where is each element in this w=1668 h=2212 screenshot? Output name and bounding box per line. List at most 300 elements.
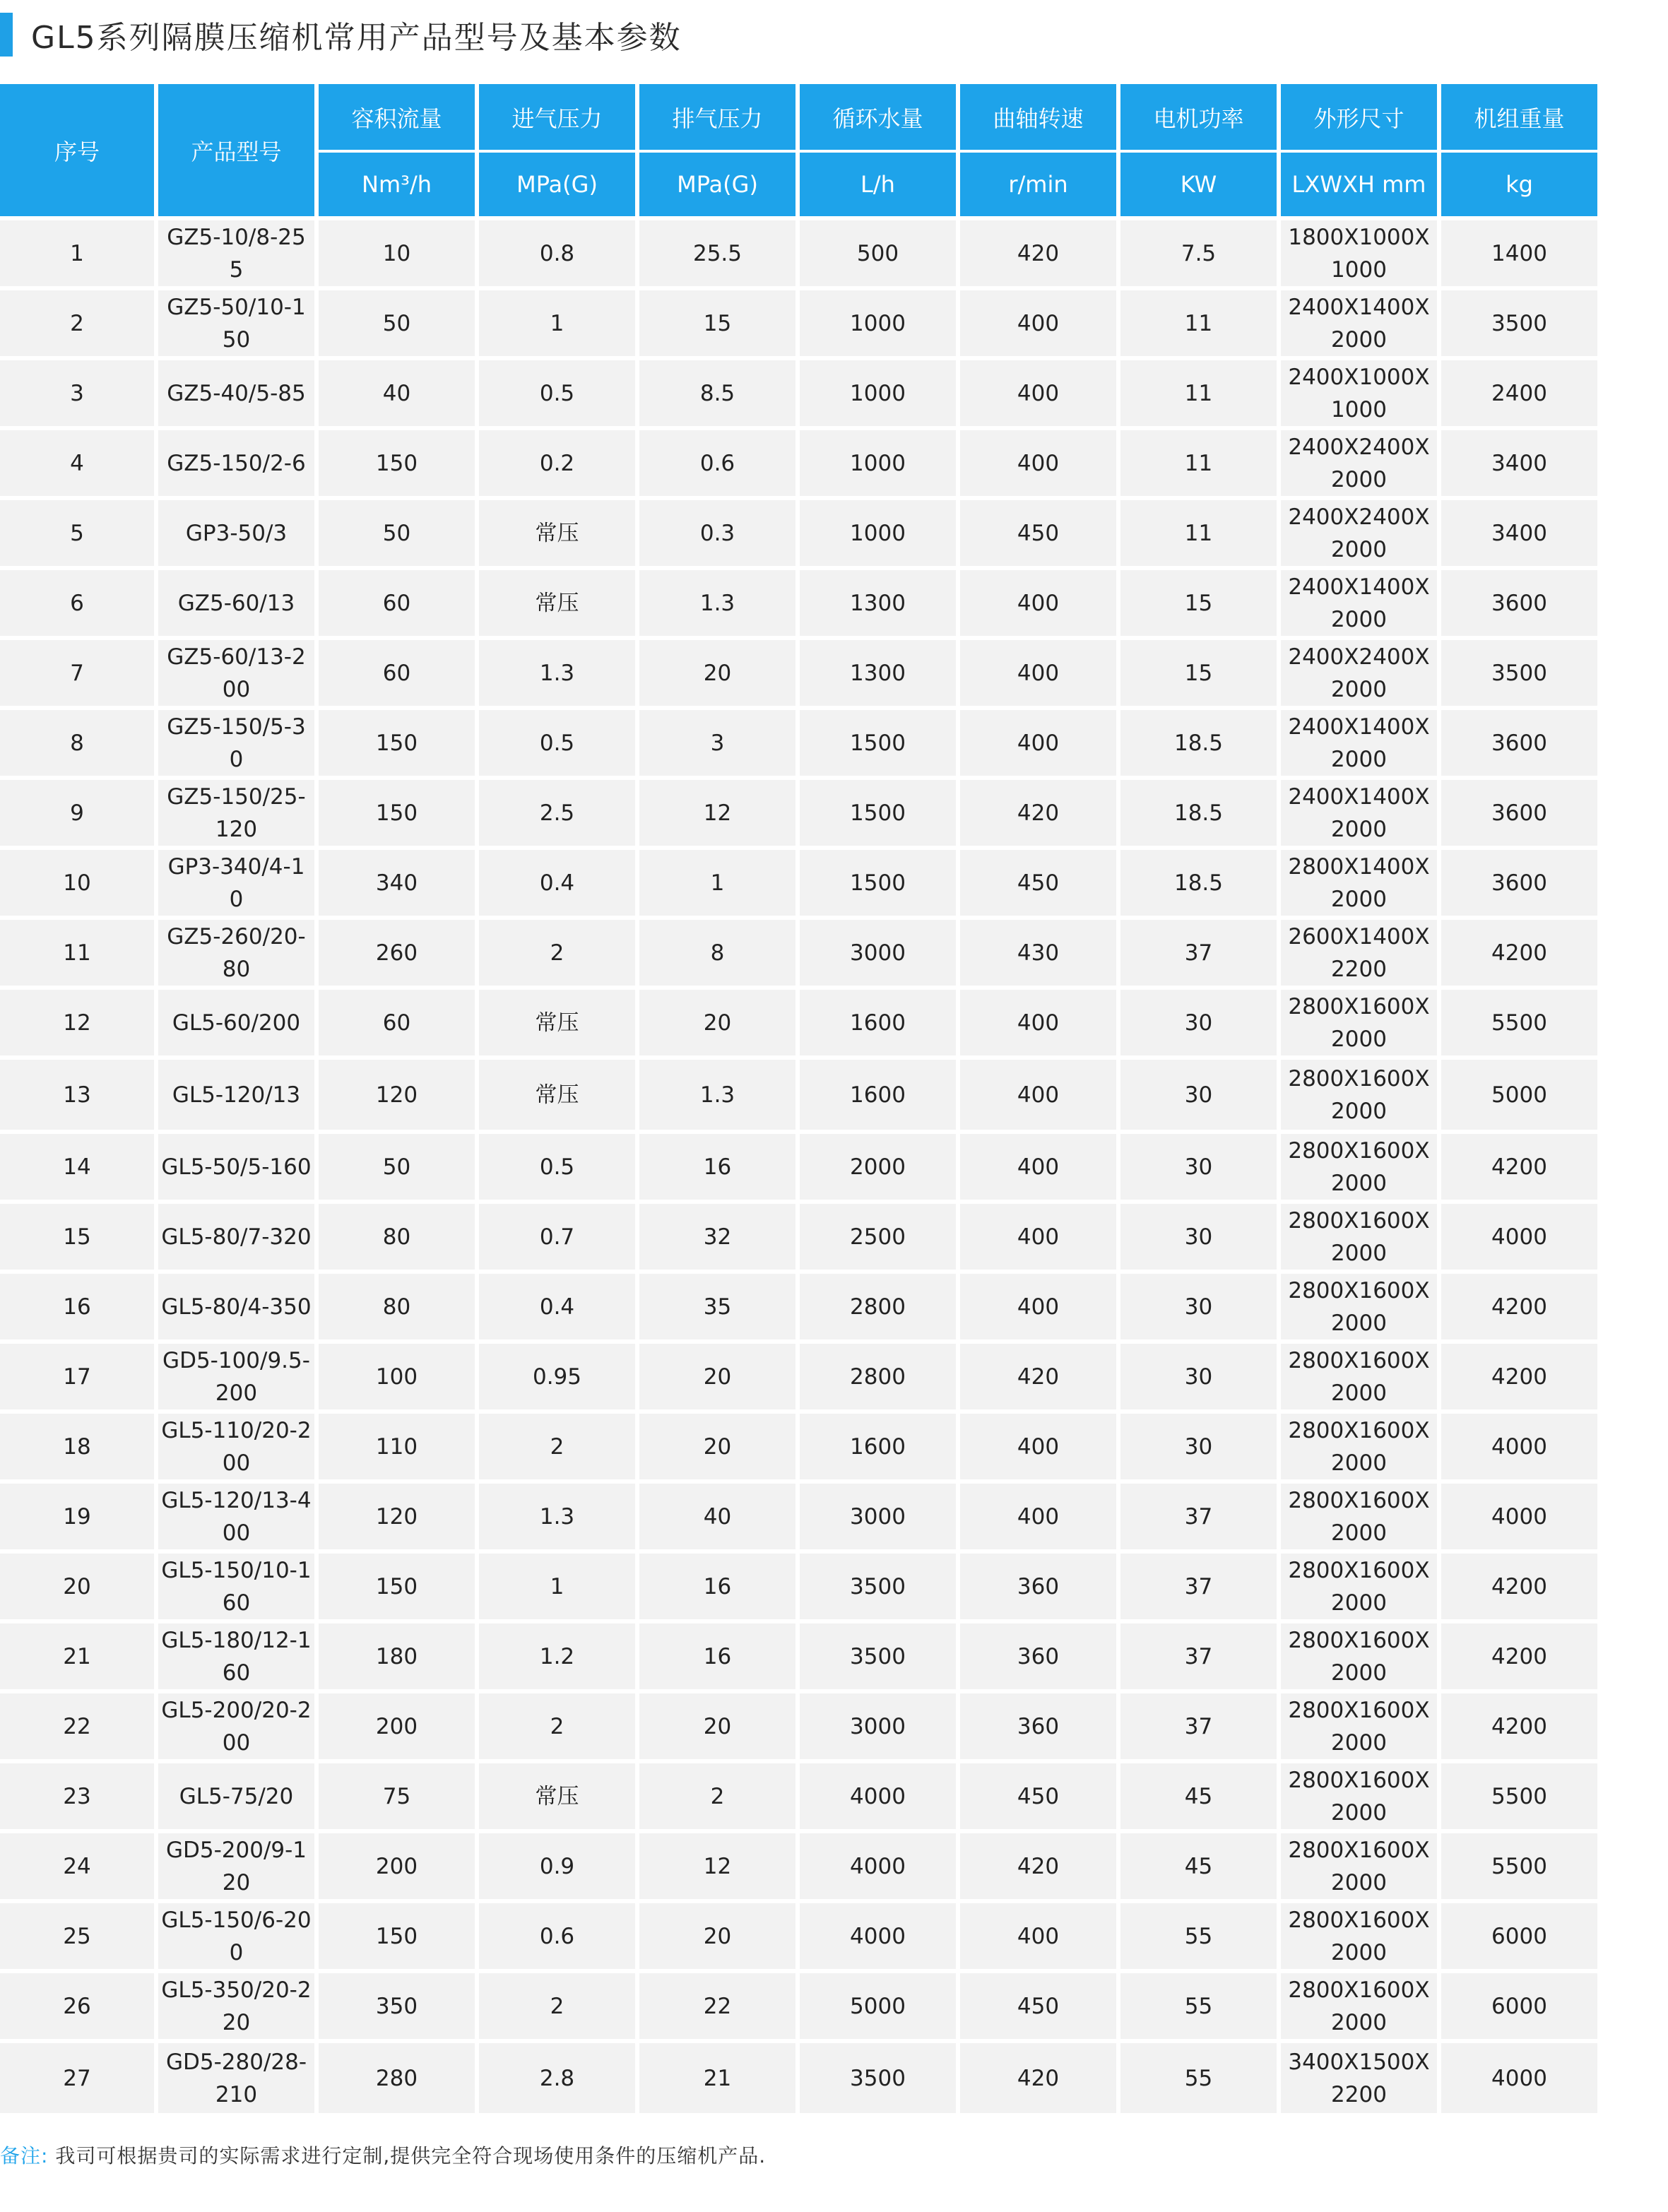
table-row <box>0 1693 1599 1759</box>
cell-water: 1000 <box>800 290 956 356</box>
cell-outlet-pressure: 15 <box>639 290 795 356</box>
cell-outlet-pressure: 20 <box>639 990 795 1055</box>
cell-dimensions: 2400X2400X2000 <box>1281 640 1437 706</box>
table-row <box>0 990 1599 1055</box>
table-row <box>0 850 1599 916</box>
cell-water: 3000 <box>800 1693 956 1759</box>
table-row <box>0 1554 1599 1619</box>
cell-flow: 260 <box>319 920 475 986</box>
cell-model: GL5-80/4-350 <box>158 1274 314 1339</box>
cell-power: 11 <box>1120 290 1277 356</box>
cell-speed: 400 <box>960 1484 1116 1549</box>
cell-water: 2000 <box>800 1134 956 1200</box>
cell-weight: 3600 <box>1441 780 1597 846</box>
cell-speed: 400 <box>960 290 1116 356</box>
header-flow: 容积流量 <box>319 84 475 150</box>
cell-water: 4000 <box>800 1763 956 1829</box>
header-power: 电机功率 <box>1120 84 1277 150</box>
table-row <box>0 1973 1599 2039</box>
cell-seq: 17 <box>0 1344 154 1409</box>
cell-weight: 1400 <box>1441 220 1597 286</box>
cell-dimensions: 2400X1400X2000 <box>1281 710 1437 776</box>
cell-flow: 110 <box>319 1414 475 1479</box>
cell-outlet-pressure: 0.6 <box>639 430 795 496</box>
cell-weight: 4200 <box>1441 1274 1597 1339</box>
cell-power: 18.5 <box>1120 850 1277 916</box>
table-row <box>0 1903 1599 1969</box>
cell-inlet-pressure: 2 <box>479 1973 635 2039</box>
cell-flow: 60 <box>319 640 475 706</box>
cell-seq: 11 <box>0 920 154 986</box>
cell-seq: 23 <box>0 1763 154 1829</box>
cell-flow: 150 <box>319 1554 475 1619</box>
cell-seq: 4 <box>0 430 154 496</box>
cell-model: GL5-50/5-160 <box>158 1134 314 1200</box>
header-water: 循环水量 <box>800 84 956 150</box>
cell-outlet-pressure: 1.3 <box>639 570 795 636</box>
cell-water: 2800 <box>800 1274 956 1339</box>
cell-dimensions: 2800X1600X2000 <box>1281 1274 1437 1339</box>
cell-power: 37 <box>1120 920 1277 986</box>
cell-outlet-pressure: 2 <box>639 1763 795 1829</box>
cell-seq: 27 <box>0 2043 154 2113</box>
table-row <box>0 1623 1599 1689</box>
unit-flow: Nm³/h <box>319 153 475 216</box>
cell-seq: 8 <box>0 710 154 776</box>
cell-dimensions: 2600X1400X2200 <box>1281 920 1437 986</box>
cell-dimensions: 2800X1600X2000 <box>1281 1833 1437 1899</box>
header-weight: 机组重量 <box>1441 84 1597 150</box>
table-body <box>0 220 1599 2117</box>
cell-inlet-pressure: 1 <box>479 290 635 356</box>
cell-outlet-pressure: 22 <box>639 1973 795 2039</box>
cell-speed: 430 <box>960 920 1116 986</box>
cell-flow: 75 <box>319 1763 475 1829</box>
cell-seq: 14 <box>0 1134 154 1200</box>
cell-outlet-pressure: 1.3 <box>639 1060 795 1130</box>
cell-weight: 3600 <box>1441 850 1597 916</box>
unit-inlet-pressure: MPa(G) <box>479 153 635 216</box>
cell-dimensions: 2800X1600X2000 <box>1281 1763 1437 1829</box>
cell-speed: 450 <box>960 1763 1116 1829</box>
cell-weight: 2400 <box>1441 360 1597 426</box>
cell-power: 30 <box>1120 1414 1277 1479</box>
cell-outlet-pressure: 16 <box>639 1134 795 1200</box>
cell-flow: 40 <box>319 360 475 426</box>
cell-flow: 150 <box>319 780 475 846</box>
cell-outlet-pressure: 8 <box>639 920 795 986</box>
table-row <box>0 920 1599 986</box>
table-row <box>0 220 1599 286</box>
cell-inlet-pressure: 0.5 <box>479 710 635 776</box>
cell-model: GL5-150/10-160 <box>158 1554 314 1619</box>
cell-inlet-pressure: 2 <box>479 1693 635 1759</box>
title-block <box>0 13 682 57</box>
cell-water: 3500 <box>800 1623 956 1689</box>
cell-seq: 18 <box>0 1414 154 1479</box>
cell-model: GZ5-150/5-30 <box>158 710 314 776</box>
cell-model: GZ5-150/25-120 <box>158 780 314 846</box>
cell-water: 1600 <box>800 990 956 1055</box>
cell-weight: 6000 <box>1441 1973 1597 2039</box>
cell-inlet-pressure: 0.2 <box>479 430 635 496</box>
cell-flow: 280 <box>319 2043 475 2113</box>
table-header <box>0 84 1599 216</box>
page-title: GL5系列隔膜压缩机常用产品型号及基本参数 <box>31 20 682 56</box>
cell-inlet-pressure: 常压 <box>479 990 635 1055</box>
cell-speed: 400 <box>960 990 1116 1055</box>
table-row <box>0 780 1599 846</box>
cell-flow: 50 <box>319 1134 475 1200</box>
cell-speed: 400 <box>960 360 1116 426</box>
cell-flow: 120 <box>319 1060 475 1130</box>
cell-dimensions: 2800X1600X2000 <box>1281 1134 1437 1200</box>
cell-model: GL5-60/200 <box>158 990 314 1055</box>
table-row <box>0 1484 1599 1549</box>
cell-speed: 400 <box>960 1414 1116 1479</box>
cell-inlet-pressure: 0.5 <box>479 1134 635 1200</box>
cell-model: GL5-200/20-200 <box>158 1693 314 1759</box>
cell-power: 15 <box>1120 640 1277 706</box>
cell-water: 2800 <box>800 1344 956 1409</box>
cell-speed: 420 <box>960 2043 1116 2113</box>
cell-power: 55 <box>1120 2043 1277 2113</box>
cell-power: 30 <box>1120 1274 1277 1339</box>
cell-outlet-pressure: 16 <box>639 1623 795 1689</box>
cell-power: 11 <box>1120 430 1277 496</box>
cell-inlet-pressure: 常压 <box>479 1763 635 1829</box>
unit-water: L/h <box>800 153 956 216</box>
cell-inlet-pressure: 0.5 <box>479 360 635 426</box>
cell-water: 500 <box>800 220 956 286</box>
cell-power: 55 <box>1120 1973 1277 2039</box>
cell-power: 55 <box>1120 1903 1277 1969</box>
cell-dimensions: 2800X1600X2000 <box>1281 1623 1437 1689</box>
cell-model: GZ5-40/5-85 <box>158 360 314 426</box>
cell-weight: 4000 <box>1441 1414 1597 1479</box>
cell-inlet-pressure: 0.4 <box>479 1274 635 1339</box>
cell-water: 4000 <box>800 1833 956 1899</box>
cell-water: 2500 <box>800 1204 956 1270</box>
cell-weight: 4200 <box>1441 1693 1597 1759</box>
cell-speed: 400 <box>960 1274 1116 1339</box>
table-row <box>0 1060 1599 1130</box>
cell-model: GD5-200/9-120 <box>158 1833 314 1899</box>
cell-dimensions: 2400X1000X1000 <box>1281 360 1437 426</box>
cell-flow: 350 <box>319 1973 475 2039</box>
header-inlet-pressure: 进气压力 <box>479 84 635 150</box>
cell-flow: 200 <box>319 1833 475 1899</box>
cell-power: 30 <box>1120 1204 1277 1270</box>
cell-flow: 200 <box>319 1693 475 1759</box>
cell-weight: 5500 <box>1441 1763 1597 1829</box>
cell-dimensions: 1800X1000X1000 <box>1281 220 1437 286</box>
cell-seq: 24 <box>0 1833 154 1899</box>
cell-weight: 5500 <box>1441 1833 1597 1899</box>
unit-dimensions: LXWXH mm <box>1281 153 1437 216</box>
cell-weight: 4200 <box>1441 1623 1597 1689</box>
cell-outlet-pressure: 21 <box>639 2043 795 2113</box>
cell-speed: 450 <box>960 850 1116 916</box>
cell-inlet-pressure: 0.95 <box>479 1344 635 1409</box>
cell-water: 3000 <box>800 1484 956 1549</box>
cell-model: GL5-75/20 <box>158 1763 314 1829</box>
cell-flow: 80 <box>319 1274 475 1339</box>
cell-weight: 3400 <box>1441 500 1597 566</box>
cell-dimensions: 2800X1600X2000 <box>1281 1973 1437 2039</box>
cell-speed: 400 <box>960 1204 1116 1270</box>
cell-seq: 25 <box>0 1903 154 1969</box>
cell-dimensions: 2800X1600X2000 <box>1281 1060 1437 1130</box>
cell-seq: 9 <box>0 780 154 846</box>
cell-weight: 4000 <box>1441 2043 1597 2113</box>
cell-dimensions: 2400X2400X2000 <box>1281 500 1437 566</box>
cell-speed: 400 <box>960 430 1116 496</box>
cell-model: GL5-350/20-220 <box>158 1973 314 2039</box>
cell-water: 1000 <box>800 500 956 566</box>
cell-outlet-pressure: 1 <box>639 850 795 916</box>
cell-power: 37 <box>1120 1554 1277 1619</box>
cell-outlet-pressure: 35 <box>639 1274 795 1339</box>
cell-inlet-pressure: 常压 <box>479 1060 635 1130</box>
cell-speed: 360 <box>960 1623 1116 1689</box>
cell-model: GZ5-60/13-200 <box>158 640 314 706</box>
cell-seq: 19 <box>0 1484 154 1549</box>
cell-water: 1600 <box>800 1060 956 1130</box>
cell-weight: 3600 <box>1441 570 1597 636</box>
cell-speed: 420 <box>960 220 1116 286</box>
cell-outlet-pressure: 20 <box>639 1693 795 1759</box>
cell-seq: 7 <box>0 640 154 706</box>
cell-power: 37 <box>1120 1693 1277 1759</box>
cell-power: 45 <box>1120 1763 1277 1829</box>
cell-weight: 6000 <box>1441 1903 1597 1969</box>
cell-weight: 3400 <box>1441 430 1597 496</box>
cell-weight: 4200 <box>1441 920 1597 986</box>
cell-inlet-pressure: 常压 <box>479 570 635 636</box>
cell-model: GL5-80/7-320 <box>158 1204 314 1270</box>
cell-seq: 6 <box>0 570 154 636</box>
cell-weight: 4000 <box>1441 1204 1597 1270</box>
table-row <box>0 710 1599 776</box>
cell-power: 30 <box>1120 1344 1277 1409</box>
cell-dimensions: 2400X1400X2000 <box>1281 290 1437 356</box>
cell-power: 11 <box>1120 360 1277 426</box>
cell-outlet-pressure: 20 <box>639 640 795 706</box>
table-row <box>0 290 1599 356</box>
cell-inlet-pressure: 1 <box>479 1554 635 1619</box>
cell-model: GZ5-150/2-6 <box>158 430 314 496</box>
unit-outlet-pressure: MPa(G) <box>639 153 795 216</box>
cell-weight: 4200 <box>1441 1554 1597 1619</box>
cell-outlet-pressure: 20 <box>639 1344 795 1409</box>
cell-dimensions: 2400X2400X2000 <box>1281 430 1437 496</box>
cell-model: GZ5-50/10-150 <box>158 290 314 356</box>
table-row <box>0 1763 1599 1829</box>
cell-inlet-pressure: 1.2 <box>479 1623 635 1689</box>
cell-model: GZ5-60/13 <box>158 570 314 636</box>
cell-dimensions: 2800X1600X2000 <box>1281 1554 1437 1619</box>
cell-power: 30 <box>1120 1060 1277 1130</box>
table-row <box>0 360 1599 426</box>
cell-weight: 4200 <box>1441 1344 1597 1409</box>
cell-flow: 100 <box>319 1344 475 1409</box>
cell-outlet-pressure: 40 <box>639 1484 795 1549</box>
cell-outlet-pressure: 0.3 <box>639 500 795 566</box>
cell-power: 18.5 <box>1120 780 1277 846</box>
cell-model: GD5-280/28-210 <box>158 2043 314 2113</box>
cell-flow: 60 <box>319 990 475 1055</box>
cell-seq: 22 <box>0 1693 154 1759</box>
cell-water: 3500 <box>800 1554 956 1619</box>
cell-flow: 120 <box>319 1484 475 1549</box>
cell-water: 1300 <box>800 640 956 706</box>
cell-water: 3000 <box>800 920 956 986</box>
cell-inlet-pressure: 2 <box>479 920 635 986</box>
header-dimensions: 外形尺寸 <box>1281 84 1437 150</box>
cell-outlet-pressure: 8.5 <box>639 360 795 426</box>
cell-speed: 450 <box>960 1973 1116 2039</box>
cell-outlet-pressure: 3 <box>639 710 795 776</box>
header-speed: 曲轴转速 <box>960 84 1116 150</box>
cell-dimensions: 2800X1600X2000 <box>1281 1903 1437 1969</box>
cell-flow: 50 <box>319 290 475 356</box>
cell-water: 1500 <box>800 710 956 776</box>
cell-inlet-pressure: 0.7 <box>479 1204 635 1270</box>
cell-speed: 400 <box>960 710 1116 776</box>
cell-flow: 150 <box>319 710 475 776</box>
cell-dimensions: 2800X1600X2000 <box>1281 1204 1437 1270</box>
table-row <box>0 1204 1599 1270</box>
table-row <box>0 640 1599 706</box>
cell-water: 3500 <box>800 2043 956 2113</box>
table-row <box>0 1274 1599 1339</box>
cell-outlet-pressure: 16 <box>639 1554 795 1619</box>
cell-power: 15 <box>1120 570 1277 636</box>
cell-seq: 2 <box>0 290 154 356</box>
cell-flow: 80 <box>319 1204 475 1270</box>
cell-power: 30 <box>1120 990 1277 1055</box>
cell-power: 7.5 <box>1120 220 1277 286</box>
unit-weight: kg <box>1441 153 1597 216</box>
cell-outlet-pressure: 25.5 <box>639 220 795 286</box>
cell-model: GZ5-260/20-80 <box>158 920 314 986</box>
cell-water: 5000 <box>800 1973 956 2039</box>
cell-power: 37 <box>1120 1484 1277 1549</box>
cell-power: 45 <box>1120 1833 1277 1899</box>
cell-dimensions: 2400X1400X2000 <box>1281 780 1437 846</box>
cell-flow: 340 <box>319 850 475 916</box>
cell-outlet-pressure: 32 <box>639 1204 795 1270</box>
cell-inlet-pressure: 1.3 <box>479 640 635 706</box>
cell-seq: 26 <box>0 1973 154 2039</box>
cell-water: 4000 <box>800 1903 956 1969</box>
cell-speed: 450 <box>960 500 1116 566</box>
cell-dimensions: 2400X1400X2000 <box>1281 570 1437 636</box>
table-row <box>0 430 1599 496</box>
cell-outlet-pressure: 20 <box>639 1903 795 1969</box>
cell-weight: 3500 <box>1441 640 1597 706</box>
cell-weight: 4000 <box>1441 1484 1597 1549</box>
cell-dimensions: 2800X1400X2000 <box>1281 850 1437 916</box>
cell-seq: 12 <box>0 990 154 1055</box>
cell-inlet-pressure: 0.6 <box>479 1903 635 1969</box>
cell-seq: 10 <box>0 850 154 916</box>
cell-inlet-pressure: 常压 <box>479 500 635 566</box>
cell-weight: 5500 <box>1441 990 1597 1055</box>
cell-flow: 60 <box>319 570 475 636</box>
cell-inlet-pressure: 0.9 <box>479 1833 635 1899</box>
cell-flow: 150 <box>319 1903 475 1969</box>
header-seq: 序号 <box>0 84 154 216</box>
cell-power: 18.5 <box>1120 710 1277 776</box>
footnote <box>0 2141 766 2169</box>
cell-dimensions: 2800X1600X2000 <box>1281 1693 1437 1759</box>
cell-dimensions: 2800X1600X2000 <box>1281 1344 1437 1409</box>
cell-speed: 420 <box>960 1833 1116 1899</box>
table-row <box>0 2043 1599 2113</box>
cell-dimensions: 2800X1600X2000 <box>1281 1414 1437 1479</box>
cell-water: 1000 <box>800 430 956 496</box>
cell-seq: 20 <box>0 1554 154 1619</box>
cell-inlet-pressure: 2.8 <box>479 2043 635 2113</box>
cell-seq: 21 <box>0 1623 154 1689</box>
cell-seq: 16 <box>0 1274 154 1339</box>
cell-outlet-pressure: 20 <box>639 1414 795 1479</box>
cell-model: GP3-50/3 <box>158 500 314 566</box>
cell-model: GP3-340/4-10 <box>158 850 314 916</box>
cell-speed: 400 <box>960 570 1116 636</box>
cell-speed: 360 <box>960 1693 1116 1759</box>
cell-dimensions: 2800X1600X2000 <box>1281 1484 1437 1549</box>
cell-speed: 400 <box>960 1060 1116 1130</box>
cell-model: GZ5-10/8-255 <box>158 220 314 286</box>
cell-speed: 400 <box>960 640 1116 706</box>
cell-power: 37 <box>1120 1623 1277 1689</box>
cell-seq: 13 <box>0 1060 154 1130</box>
cell-model: GL5-150/6-200 <box>158 1903 314 1969</box>
table-row <box>0 1414 1599 1479</box>
cell-weight: 3600 <box>1441 710 1597 776</box>
cell-dimensions: 3400X1500X2200 <box>1281 2043 1437 2113</box>
cell-water: 1500 <box>800 780 956 846</box>
cell-speed: 400 <box>960 1903 1116 1969</box>
table-row <box>0 1134 1599 1200</box>
table-row <box>0 570 1599 636</box>
cell-model: GL5-180/12-160 <box>158 1623 314 1689</box>
unit-power: KW <box>1120 153 1277 216</box>
header-model: 产品型号 <box>158 84 314 216</box>
cell-seq: 3 <box>0 360 154 426</box>
cell-inlet-pressure: 2.5 <box>479 780 635 846</box>
table-row <box>0 1344 1599 1409</box>
cell-inlet-pressure: 1.3 <box>479 1484 635 1549</box>
cell-weight: 3500 <box>1441 290 1597 356</box>
cell-power: 11 <box>1120 500 1277 566</box>
cell-speed: 400 <box>960 1134 1116 1200</box>
cell-flow: 10 <box>319 220 475 286</box>
cell-model: GL5-120/13-400 <box>158 1484 314 1549</box>
cell-model: GL5-110/20-200 <box>158 1414 314 1479</box>
cell-weight: 5000 <box>1441 1060 1597 1130</box>
cell-flow: 150 <box>319 430 475 496</box>
cell-inlet-pressure: 0.4 <box>479 850 635 916</box>
cell-speed: 420 <box>960 780 1116 846</box>
cell-seq: 5 <box>0 500 154 566</box>
unit-speed: r/min <box>960 153 1116 216</box>
header-outlet-pressure: 排气压力 <box>639 84 795 150</box>
cell-water: 1300 <box>800 570 956 636</box>
